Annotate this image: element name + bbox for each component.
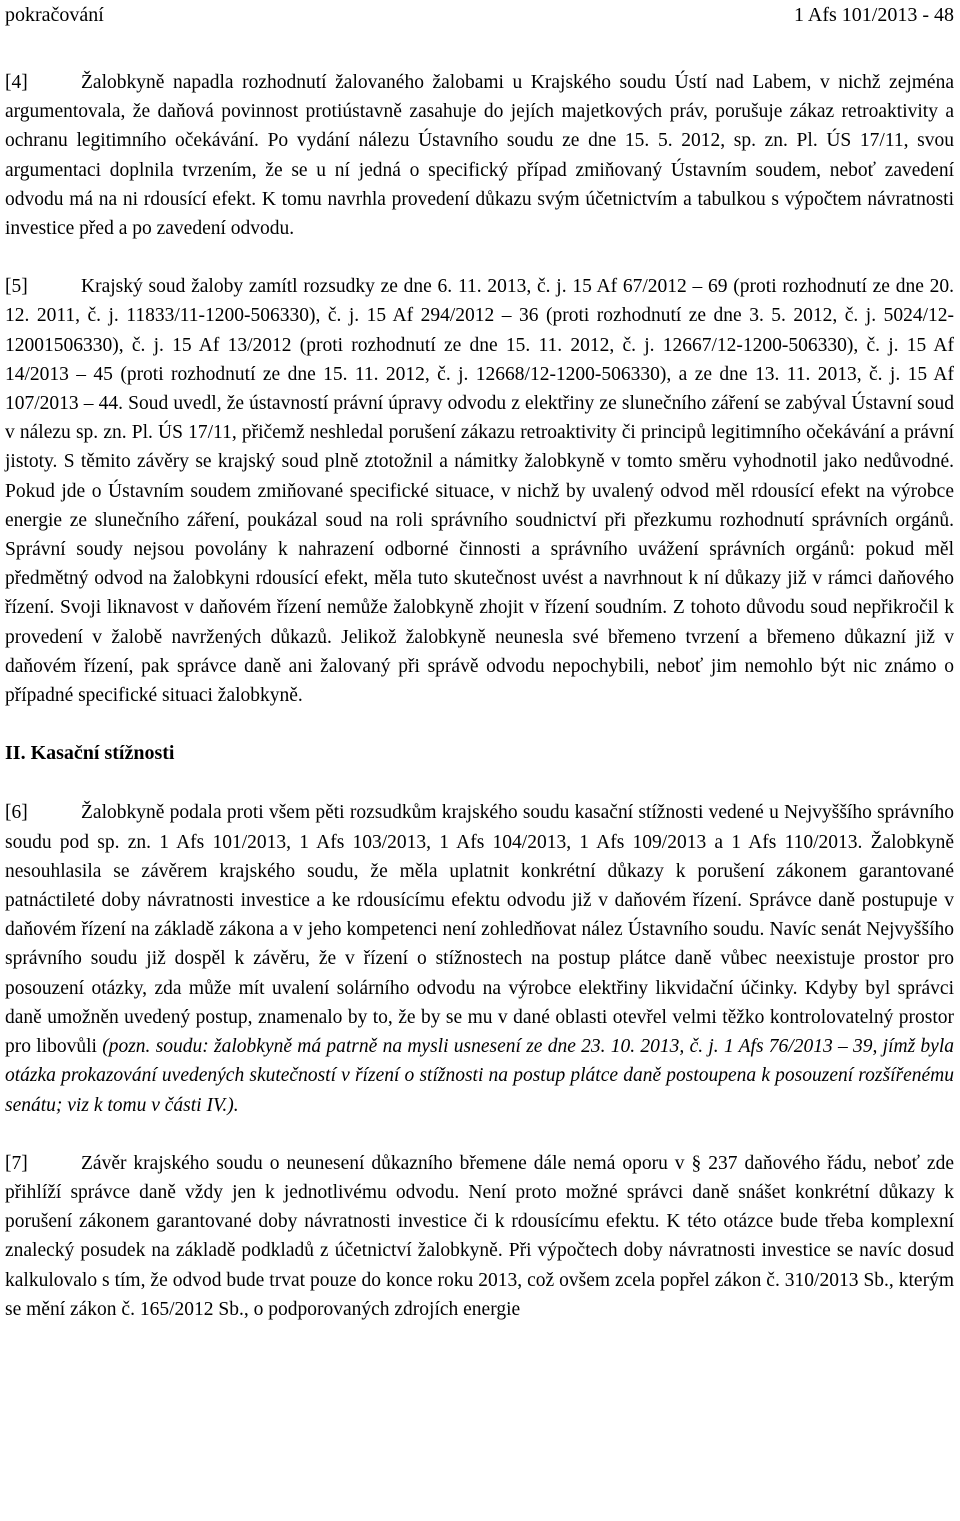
- paragraph-text: Žalobkyně napadla rozhodnutí žalovaného žalobami u Krajského soudu Ústí nad Labem, v nichž zejména argumentovala, že daňová povinnost protiústavně zasahuje do jejích majetkových práv, porušuje zákaz retroaktivity a ochranu legitimního očekávání. Po vydání nálezu Ústavního soudu ze dne 15. 5. 2012, sp. zn. Pl. ÚS 17/11, svou argumentaci doplnila tvrzením, že se u ní jedná o specifický případ zmiňovaný Ústavním soudem, neboť zavedení odvodu má na ni rdousící efekt. K tomu navrhla provedení důkazu svým účetnictvím a tabulkou s výpočtem návratnosti investice před a po zavedení odvodu.: [5, 72, 954, 240]
- paragraph-text: Žalobkyně podala proti všem pěti rozsudkům krajského soudu kasační stížnosti vedené u Nejvyššího správního soudu pod sp. zn. 1 Afs 101/2013, 1 Afs 103/2013, 1 Afs 104/2013, 1 Afs 109/2013 a 1 Afs 110/2013. Žalobkyně nesouhlasila se závěrem krajského soudu, že měla uplatnit konkrétní důkazy k porušení zákonem garantované patnáctileté doby návratnosti investice a ke rdousícímu efektu odvodu již v daňovém řízení. Správce daně postupuje v daňovém řízení na základě zákona a v jeho kompetenci není zohledňovat nález Ústavního soudu. Navíc senát Nejvyššího správního soudu již dospěl k závěru, že v řízení o stížnostech na postup plátce daně vůbec neexistuje prostor pro posouzení otázky, zda může mít uvalení solárního odvodu na výrobce elektřiny likvidační účinky. Kdyby byl správci daně umožněn uvedený postup, znamenalo by to, že by se mu v dané oblasti otevřel velmi těžko kontrolovatelný prostor pro libovůli: [5, 802, 954, 1058]
- paragraph-text: Závěr krajského soudu o neunesení důkazního břemene dále nemá oporu v § 237 daňového řádu, neboť zde přihlíží správce daně vždy jen k jednotlivému odvodu. Není proto možné správci daně snášet konkrétní důkazy k porušení zákonem garantované doby návratnosti investice či k rdousícímu efektu. K této otázce bude třeba komplexní znalecký posudek na základě podkladů z účetnictví žalobkyně. Při výpočtech doby návratnosti investice se navíc dosud kalkulovalo s tím, že odvod bude trvat pouze do konce roku 2013, což ovšem zcela popřel zákon č. 310/2013 Sb., kterým se mění zákon č. 165/2012 Sb., o podporovaných zdrojích energie: [5, 1152, 954, 1320]
- paragraph-number: [4]: [5, 72, 28, 93]
- page-header: [5, 0, 954, 30]
- paragraph-italic-note: (pozn. soudu: žalobkyně má patrně na mysli usnesení ze dne 23. 10. 2013, č. j. 1 Afs 76/2013 – 39, jímž byla otázka prokazování uvedených skutečností v řízení o stížnosti na postup plátce daně postoupena k posouzení rozšířenému senátu; viz k tomu v části IV.).: [5, 1036, 955, 1116]
- paragraph-number: [5]: [5, 276, 28, 298]
- document-body: [5, 68, 954, 1324]
- paragraph-6: [5, 798, 954, 1119]
- paragraph-text: Krajský soud žaloby zamítl rozsudky ze dne 6. 11. 2013, č. j. 15 Af 67/2012 – 69 (proti rozhodnutí ze dne 20. 12. 2011, č. j. 11833/11-1200-506330), č. j. 15 Af 294/2012 – 36 (proti rozhodnutí ze dne 3. 5. 2012, č. j. 5024/12-12001506330), č. j. 15 Af 13/2012 (proti rozhodnutí ze dne 15. 11. 2012, č. j. 12667/12-1200-506330), č. j. 15 Af 14/2013 – 45 (proti rozhodnutí ze dne 15. 11. 2012, č. j. 12668/12-1200-506330), a ze dne 13. 11. 2013, č. j. 15 Af 107/2013 – 44. Soud uvedl, že ústavností právní úpravy odvodu z elektřiny ze slunečního záření se zabýval Ústavní soud v nálezu sp. zn. Pl. ÚS 17/11, přičemž neshledal porušení zákazu retroaktivity či principů legitimního očekávání a právní jistoty. S těmito závěry se krajský soud plně ztotožnil a námitky žalobkyně v tomto směru vyhodnotil jako nedůvodné. Pokud jde o Ústavním soudem zmiňované specifické situace, v nichž by uvalený odvod měl rdousící efekt na výrobce energie ze slunečního záření, poukázal soud na roli správního soudnictví při přezkumu rozhodnutí správních orgánů. Správní soudy nejsou povolány k nahrazení odborné činnosti a správního uvážení správních orgánů: pokud měl předmětný odvod na žalobkyni rdousící efekt, měla tuto skutečnost uvést a navrhnout k ní důkazy již v rámci daňového řízení. Svoji liknavost v daňovém řízení nemůže žalobkyně zhojit v řízení soudním. Z tohoto důvodu soud nepřikročil k provedení v žalobě navržených důkazů. Jelikož žalobkyně neunesla své břemeno tvrzení a břemeno důkazní již v daňovém řízení, pak správce daně ani žalovaný při správě odvodu nepochybili, neboť jim nemohlo být nic známo o případné specifické situaci žalobkyně.: [5, 276, 954, 707]
- paragraph-5: [5, 272, 954, 710]
- paragraph-number: [7]: [5, 1152, 28, 1174]
- paragraph-number: [6]: [5, 802, 28, 824]
- paragraph-7: [5, 1149, 954, 1324]
- section-heading: II. Kasační stížnosti: [5, 742, 175, 765]
- header-case-number: 1 Afs 101/2013 - 48: [794, 4, 954, 26]
- header-continuation: pokračování: [5, 4, 104, 26]
- paragraph-4: [5, 68, 954, 243]
